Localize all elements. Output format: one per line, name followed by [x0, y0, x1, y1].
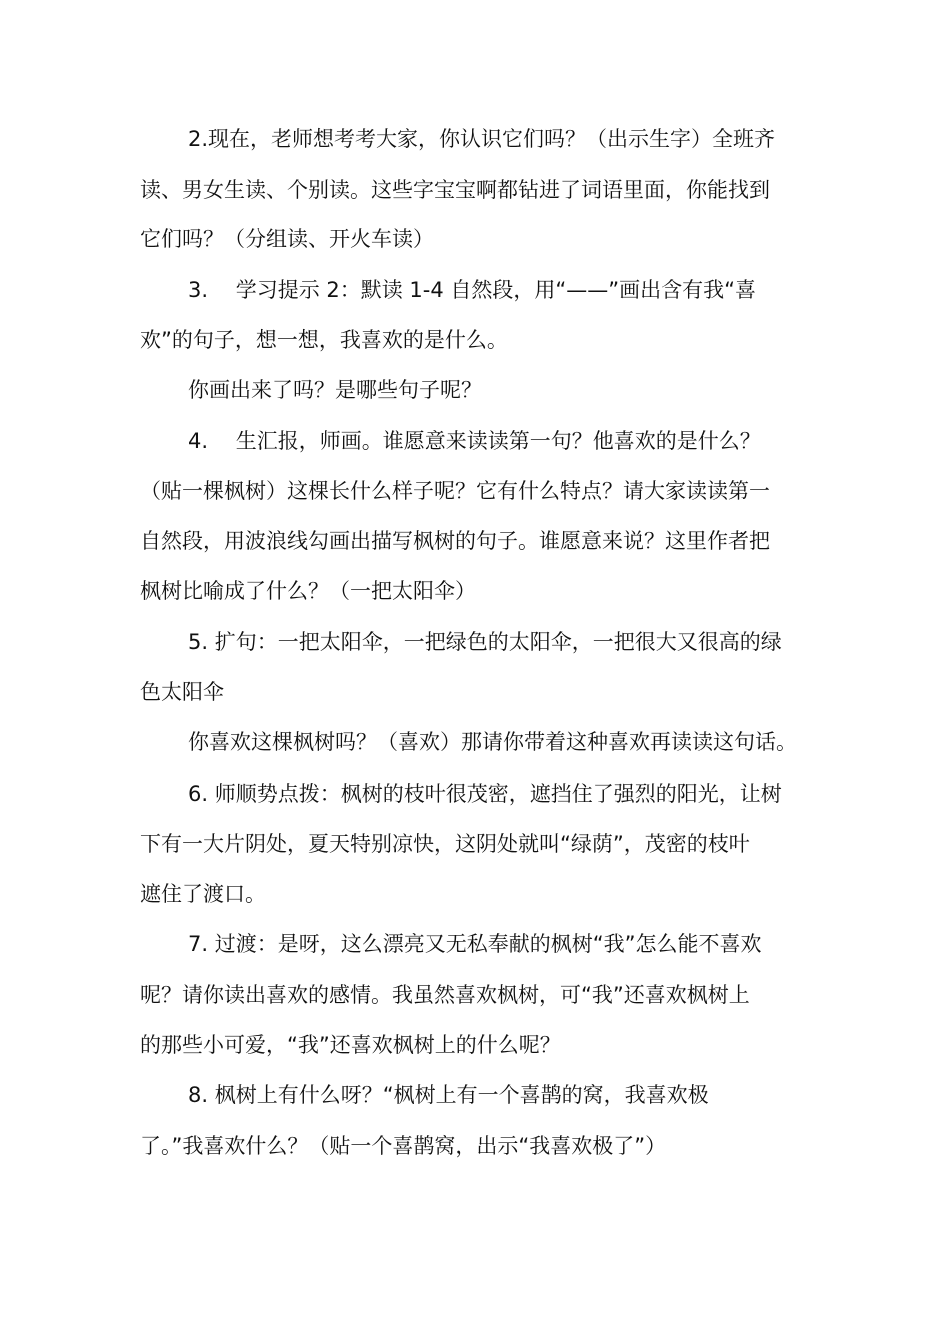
- text-line: 6. 师顺势点拨：枫树的枝叶很茂密，遮挡住了强烈的阳光，让树: [188, 782, 782, 806]
- text-line: 色太阳伞: [140, 680, 224, 704]
- text-line: 你画出来了吗？是哪些句子呢？: [188, 378, 482, 402]
- text-line: 遮住了渡口。: [140, 882, 266, 906]
- text-line: 的那些小可爱，“我”还喜欢枫树上的什么呢？: [140, 1033, 561, 1057]
- text-line: 欢”的句子，想一想，我喜欢的是什么。: [140, 328, 508, 352]
- text-line: 下有一大片阴处，夏天特别凉快，这阴处就叫“绿荫”，茂密的枝叶: [140, 832, 750, 856]
- text-line: 枫树比喻成了什么？（一把太阳伞）: [140, 579, 476, 603]
- text-line: 4. 生汇报，师画。谁愿意来读读第一句？他喜欢的是什么？: [188, 429, 761, 453]
- text-line: 读、男女生读、个别读。这些字宝宝啊都钻进了词语里面，你能找到: [140, 178, 770, 202]
- text-line: 5. 扩句：一把太阳伞，一把绿色的太阳伞，一把很大又很高的绿: [188, 630, 782, 654]
- text-line: 你喜欢这棵枫树吗？（喜欢）那请你带着这种喜欢再读读这句话。: [188, 730, 797, 754]
- text-line: 它们吗？（分组读、开火车读）: [140, 227, 434, 251]
- text-line: 8. 枫树上有什么呀？“枫树上有一个喜鹊的窝，我喜欢极: [188, 1083, 709, 1107]
- text-line: 3. 学习提示 2：默读 1-4 自然段，用“——”画出含有我“喜: [188, 278, 757, 302]
- text-line: （贴一棵枫树）这棵长什么样子呢？它有什么特点？请大家读读第一: [140, 479, 770, 503]
- text-line: 7. 过渡：是呀，这么漂亮又无私奉献的枫树“我”怎么能不喜欢: [188, 932, 762, 956]
- text-line: 2.现在，老师想考考大家，你认识它们吗？（出示生字）全班齐: [188, 127, 776, 151]
- text-line: 了。”我喜欢什么？（贴一个喜鹊窝，出示“我喜欢极了”）: [140, 1134, 667, 1158]
- text-line: 呢？请你读出喜欢的感情。我虽然喜欢枫树，可“我”还喜欢枫树上: [140, 983, 750, 1007]
- text-line: 自然段，用波浪线勾画出描写枫树的句子。谁愿意来说？这里作者把: [140, 529, 770, 553]
